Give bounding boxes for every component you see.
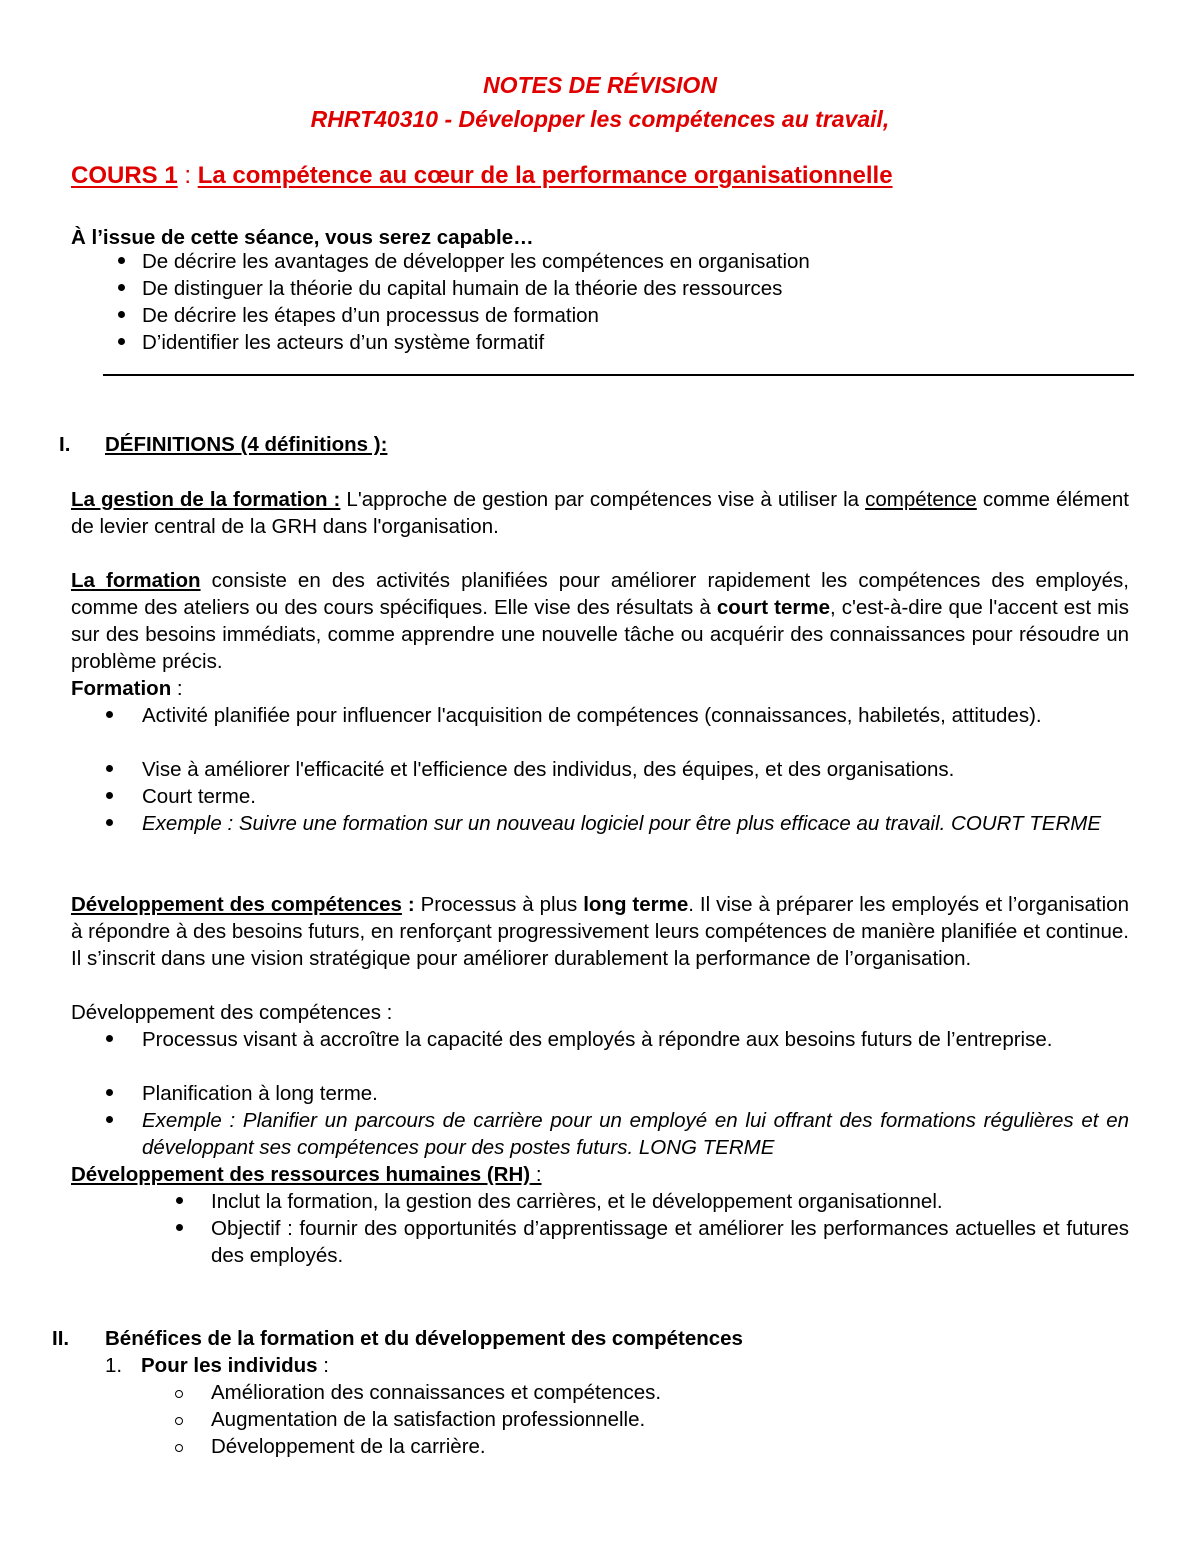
developpement-paragraph (71, 891, 1129, 972)
bullet-icon (176, 1224, 183, 1231)
drh-item: Inclut la formation, la gestion des carrières, et le développement organisationnel. (211, 1190, 943, 1213)
developpement-example: Exemple : Planifier un parcours de carrière pour un employé en lui offrant des formations régulières et en développant ses compétences pour des postes futurs. LONG TERME (142, 1109, 1129, 1159)
bullet-icon (118, 257, 125, 264)
bullet-icon (176, 1197, 183, 1204)
bullet-icon (106, 1089, 113, 1096)
bullet-icon (106, 711, 113, 718)
section-title: DÉFINITIONS (4 définitions ): (105, 433, 388, 456)
formation-paragraph (71, 567, 1129, 675)
sub-label: Pour les individus (141, 1354, 318, 1377)
horizontal-divider (103, 374, 1134, 376)
cours-title: La compétence au cœur de la performance organisationnelle (197, 162, 893, 189)
doc-title: NOTES DE RÉVISION (483, 72, 717, 98)
bullet-icon (118, 311, 125, 318)
bullet-icon (106, 792, 113, 799)
developpement-list-label: Développement des compétences : (71, 1001, 393, 1024)
cours-heading (71, 162, 893, 190)
sub-heading (141, 1352, 329, 1379)
formation-list-label (71, 675, 183, 702)
cours-label: COURS 1 (71, 162, 178, 189)
gestion-label: La gestion de la formation : (71, 488, 341, 511)
circle-bullet-icon (175, 1417, 183, 1425)
developpement-text: . Il vise à préparer les employés et l’organisation à répondre à des besoins futurs, en renforçant progressivement leurs compétences de manière planifiée et continue. Il s’inscrit dans une vision stratégique pour améliorer durablement la performance de l’organisation. (71, 893, 1129, 970)
bullet-icon (118, 284, 125, 291)
benefit-item: Développement de la carrière. (211, 1435, 486, 1458)
formation-bold: court terme (716, 596, 830, 619)
bullet-icon (106, 1035, 113, 1042)
drh-item: Objectif : fournir des opportunités d’apprentissage et améliorer les performances actuelles et futures des employés. (211, 1217, 1129, 1267)
benefit-item: Augmentation de la satisfaction professionnelle. (211, 1408, 646, 1431)
drh-label: Développement des ressources humaines (RH) (71, 1163, 531, 1186)
section-numeral: II. (52, 1327, 70, 1350)
formation-item: Vise à améliorer l'efficacité et l'efficience des individus, des équipes, et des organisations. (142, 758, 955, 781)
objective-item: D’identifier les acteurs d’un système formatif (142, 331, 545, 354)
circle-bullet-icon (175, 1390, 183, 1398)
bullet-icon (106, 765, 113, 772)
cours-separator: : (177, 162, 198, 189)
label-suffix: : (401, 893, 415, 916)
gestion-text: comme élément de levier central de la GRH dans l'organisation. (71, 488, 1129, 538)
bullet-icon (106, 819, 113, 826)
objective-item: De distinguer la théorie du capital humain de la théorie des ressources (142, 277, 783, 300)
formation-item: Court terme. (142, 785, 256, 808)
gestion-paragraph (71, 486, 1129, 540)
bullet-icon (118, 338, 125, 345)
developpement-bold: long terme (583, 893, 689, 916)
benefit-item: Amélioration des connaissances et compétences. (211, 1381, 662, 1404)
circle-bullet-icon (175, 1444, 183, 1452)
drh-label-line (71, 1161, 542, 1188)
label-suffix: : (530, 1163, 542, 1186)
formation-list-title: Formation (71, 677, 172, 700)
section-title: Bénéfices de la formation et du développement des compétences (105, 1327, 743, 1350)
objectives-intro: À l’issue de cette séance, vous serez capable… (71, 226, 534, 249)
formation-label: La formation (71, 569, 201, 592)
label-suffix: : (171, 677, 183, 700)
sub-number: 1. (105, 1354, 123, 1377)
label-suffix: : (317, 1354, 329, 1377)
gestion-text: L'approche de gestion par compétences vise à utiliser la (340, 488, 866, 511)
doc-subtitle: RHRT40310 - Développer les compétences au travail, (310, 106, 890, 132)
bullet-icon (106, 1116, 113, 1123)
developpement-item: Processus visant à accroître la capacité des employés à répondre aux besoins futurs de l’entreprise. (142, 1028, 1053, 1051)
formation-item: Activité planifiée pour influencer l'acquisition de compétences (connaissances, habiletés, attitudes). (142, 704, 1042, 727)
formation-text: consiste en des activités planifiées pour améliorer rapidement les compétences des employés, comme des ateliers ou des cours spécifiques. Elle vise des résultats à (71, 569, 1129, 619)
developpement-label: Développement des compétences (71, 893, 402, 916)
developpement-text: Processus à plus (414, 893, 584, 916)
objective-item: De décrire les étapes d’un processus de formation (142, 304, 599, 327)
objective-item: De décrire les avantages de développer les compétences en organisation (142, 250, 810, 273)
formation-example: Exemple : Suivre une formation sur un nouveau logiciel pour être plus efficace au travail. COURT TERME (142, 812, 1102, 835)
developpement-item: Planification à long terme. (142, 1082, 378, 1105)
formation-text: , c'est-à-dire que l'accent est mis sur des besoins immédiats, comme apprendre une nouvelle tâche ou acquérir des connaissances pour résoudre un problème précis. (71, 596, 1129, 673)
gestion-keyword: compétence (865, 488, 977, 511)
section-numeral: I. (59, 433, 71, 456)
